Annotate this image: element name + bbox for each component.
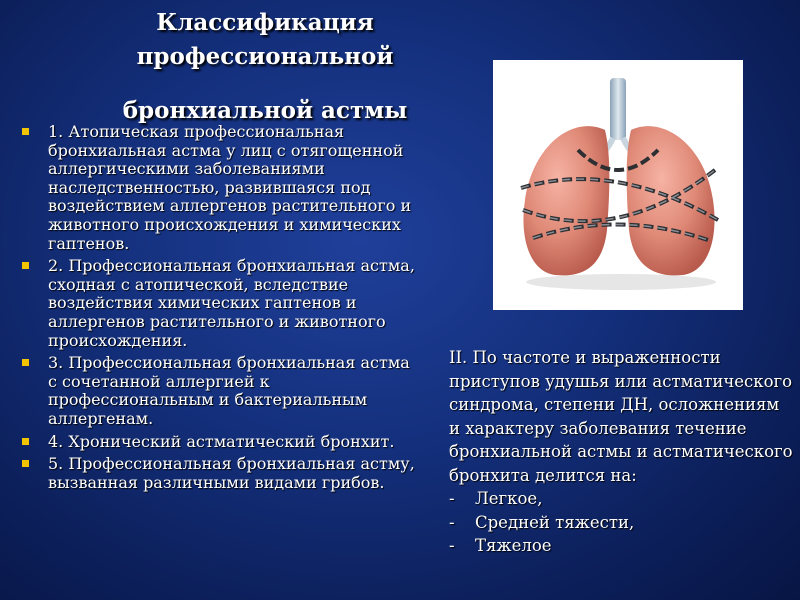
bullet-icon xyxy=(22,460,29,467)
course-item xyxy=(449,487,794,511)
course-item-text: Средней тяжести, xyxy=(475,512,635,532)
bullet-icon xyxy=(22,438,29,445)
course-item-text: Легкое, xyxy=(475,489,543,508)
list-item-text: 3. Профессиональная бронхиальная астма с сочетанной аллергией к профессиональным и бактериальным аллергенам. xyxy=(48,353,410,428)
bullet-icon xyxy=(22,128,29,135)
list-item xyxy=(18,123,418,253)
list-item-text: 1. Атопическая профессиональная бронхиальная астма у лиц с отягощенной аллергическими заболеваниями наследственностью, развившаяся под воздействием аллергенов растительного и животного происхождения и химических гаптенов. xyxy=(48,122,412,253)
course-item xyxy=(449,511,794,535)
title-line-3: бронхиальной астмы xyxy=(122,97,408,124)
classification-list xyxy=(18,123,418,496)
list-item xyxy=(18,257,418,350)
list-item xyxy=(18,354,418,428)
slide-title xyxy=(70,6,460,128)
list-item xyxy=(18,433,418,452)
bullet-icon xyxy=(22,262,29,269)
course-item-text: Тяжелое xyxy=(475,536,552,555)
title-line-2: профессиональной xyxy=(136,43,394,70)
course-classification xyxy=(449,346,794,558)
lungs-image xyxy=(493,60,743,310)
course-item xyxy=(449,534,794,558)
list-item-text: 5. Профессиональная бронхиальная астму, вызванная различными видами грибов. xyxy=(48,454,415,492)
list-item-text: 4. Хронический астматический бронхит. xyxy=(48,431,395,451)
title-line-1: Классификация xyxy=(156,9,374,36)
list-item xyxy=(18,455,418,492)
course-intro-text: II. По частоте и выраженности приступов удушья или астматического синдрома, степени ДН, осложнениям и характеру заболевания течение бронхиальной астмы и астматического бронхита делится на: xyxy=(449,348,793,485)
dash-marker: - xyxy=(449,512,455,532)
dash-marker: - xyxy=(449,536,455,555)
dash-marker: - xyxy=(449,489,455,508)
bullet-icon xyxy=(22,359,29,366)
lungs-in-chains-icon xyxy=(493,60,743,310)
list-item-text: 2. Профессиональная бронхиальная астма, сходная с атопической, вследствие воздействия химических гаптенов и аллергенов растительного и животного происхождения. xyxy=(48,256,415,350)
